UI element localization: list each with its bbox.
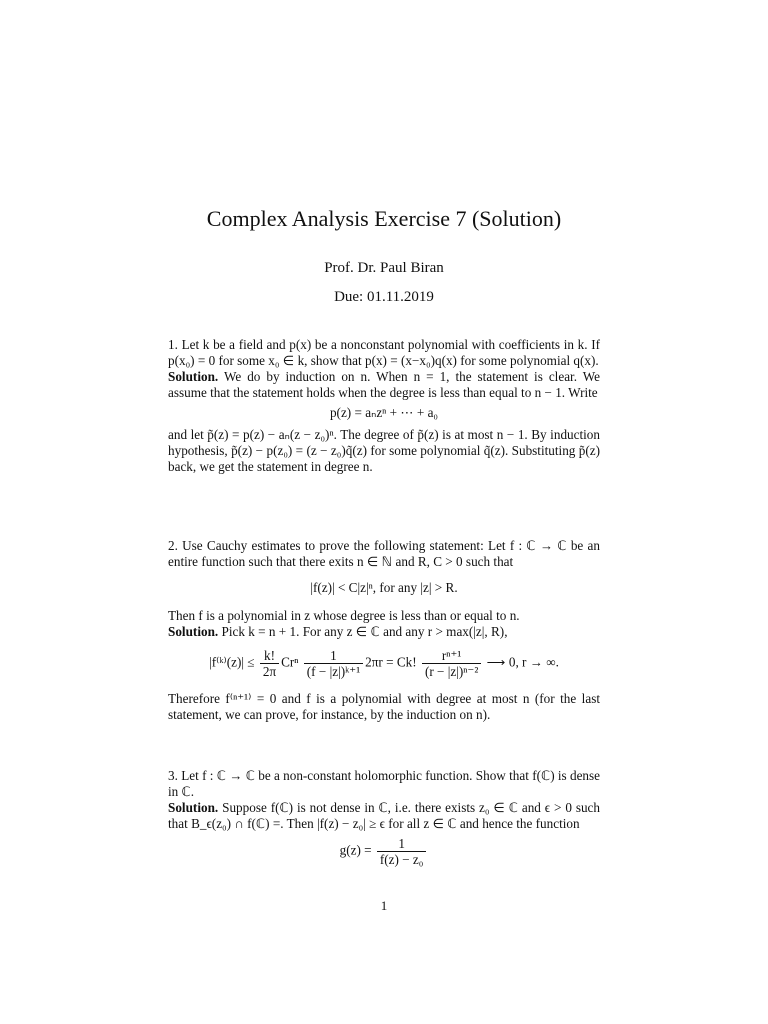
solution-label: Solution. bbox=[168, 369, 219, 384]
solution-paragraph: and let p̃(z) = p(z) − aₙ(z − z₀)ⁿ. The degree of p̃(z) is at most n − 1. By induction hypothesis, p̃(z) − p(z₀) = (z − z₀)q̃(z) for some polynomial q̃(z). Substituting p̃(z) back, we get the statement in degree n. bbox=[168, 427, 600, 474]
author-line: Prof. Dr. Paul Biran bbox=[324, 260, 444, 276]
solution-paragraph bbox=[168, 624, 600, 640]
due-date: Due: 01.11.2019 bbox=[334, 289, 434, 305]
page-number: 1 bbox=[380, 898, 388, 913]
solution-paragraph bbox=[168, 800, 600, 832]
fraction: $\frac{1}{\text{(f − |z|)ᵏ⁺¹}}$ bbox=[304, 648, 363, 679]
statement-text: Use Cauchy estimates to prove the following statement: Let f : ℂ → ℂ be an entire function such that there exits n ∈ ℕ and R, C > 0 such that bbox=[168, 538, 600, 569]
fraction: $\frac{\text{rⁿ⁺¹}}{\text{(r − |z|)ⁿ⁻²}}$ bbox=[422, 648, 481, 679]
solution-paragraph: Therefore f⁽ⁿ⁺¹⁾ = 0 and f is a polynomial with degree at most n (for the last statement, we can prove, for instance, by the induction on n). bbox=[168, 691, 600, 722]
problem-number: 3. bbox=[168, 768, 178, 783]
display-equation: p(z) = aₙzⁿ + ⋯ + a₀ bbox=[329, 405, 439, 420]
fraction: $\frac{1}{\text{f(z) − z₀}}$ bbox=[377, 836, 427, 867]
problem-statement bbox=[168, 538, 600, 570]
solution-text: Suppose f(ℂ) is not dense in ℂ, i.e. there exists z₀ ∈ ℂ and ϵ > 0 such that B_ϵ(z₀) ∩ f(ℂ) =. Then |f(z) − z₀| ≥ ϵ for all z ∈ ℂ and hence the function bbox=[168, 800, 600, 831]
problem-number: 1. bbox=[168, 337, 178, 352]
problem-2 bbox=[168, 538, 600, 723]
problem-3 bbox=[168, 768, 600, 873]
problem-statement bbox=[168, 768, 600, 800]
solution-text: We do by induction on n. When n = 1, the statement is clear. We assume that the statement holds when the degree is less than equal to n − 1. Write bbox=[168, 369, 601, 400]
statement-text: Then f is a polynomial in z whose degree is less than or equal to n. bbox=[168, 608, 520, 623]
document-title: Complex Analysis Exercise 7 (Solution) bbox=[206, 206, 562, 231]
solution-paragraph bbox=[168, 369, 600, 401]
solution-text: Pick k = n + 1. For any z ∈ ℂ and any r > max(|z|, R), bbox=[221, 624, 508, 639]
solution-label: Solution. bbox=[168, 800, 219, 815]
problem-1 bbox=[168, 337, 600, 475]
problem-number: 2. bbox=[168, 538, 178, 553]
display-equation: g(z) = $\frac{1}{\text{f(z) − z₀}}$ bbox=[168, 836, 600, 867]
display-equation: |f(z)| < C|z|ⁿ, for any |z| > R. bbox=[310, 580, 458, 595]
problem-statement bbox=[168, 337, 600, 369]
statement-text: Let f : ℂ → ℂ be a non-constant holomorphic function. Show that f(ℂ) is dense in ℂ. bbox=[168, 768, 600, 799]
statement-text: Let k be a field and p(x) be a nonconstant polynomial with coefficients in k. If p(x₀) = 0 for some x₀ ∈ k, show that p(x) = (x−x₀)q(x) for some polynomial q(x). bbox=[168, 337, 601, 368]
fraction: $\frac{k!}{2\pi}$ bbox=[260, 648, 279, 679]
solution-label: Solution. bbox=[168, 624, 219, 639]
cauchy-estimate-equation: |f⁽ᵏ⁾(z)| ≤ $\frac{k!}{2\pi}$ Crⁿ $\frac{1}{\text{(f − |z|)ᵏ⁺¹}}$ 2πr = Ck! $\frac{\text{rⁿ⁺¹}}{\text{(r − |z|)ⁿ⁻²}}$ ⟶ 0, r → ∞. bbox=[209, 648, 559, 679]
